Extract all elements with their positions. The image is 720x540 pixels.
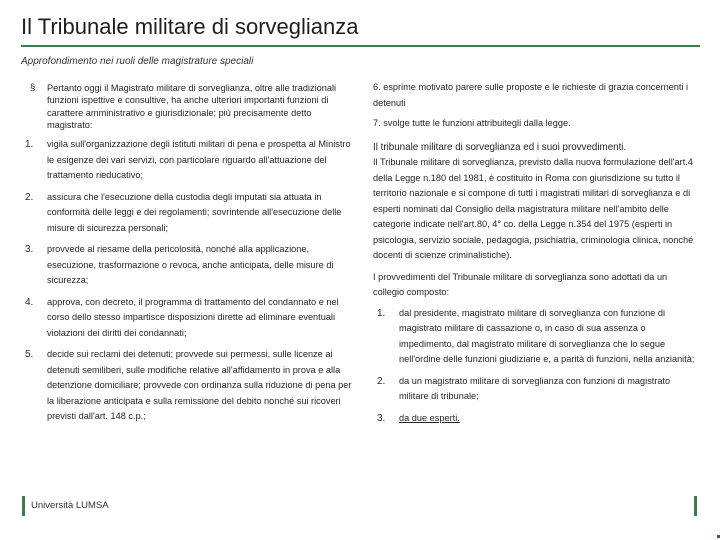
item-marker: 5. — [25, 349, 34, 361]
item-text: da due esperti. — [399, 412, 460, 423]
item-marker: 2. — [25, 191, 34, 203]
item-7-text: 7. svolge tutte le funzioni attribuitegli dalla legge. — [373, 118, 571, 128]
footer-accent-bar — [694, 496, 697, 516]
right-column — [373, 80, 700, 426]
item-marker: 3. — [377, 412, 386, 424]
item-text: provvede al riesame della pericolosità, nonché alla applicazione, esecuzione, trasformazione o revoca, anche anticipata, delle misure di sicurezza; — [47, 244, 334, 286]
item-6-text: 6. esprime motivato parere sulle proposte e le richieste di grazia concernenti i detenuti — [373, 82, 689, 108]
item-marker: 1. — [377, 307, 386, 319]
list-item — [21, 347, 356, 425]
section-heading: Il tribunale militare di sorveglianza ed i suoi provvedimenti. — [373, 141, 627, 153]
item-marker: 3. — [25, 244, 34, 256]
list-item — [21, 295, 356, 342]
footer-label: Università LUMSA — [22, 496, 109, 516]
item-marker: 1. — [25, 139, 34, 151]
list-item — [373, 374, 700, 405]
paragraph: Il Tribunale militare di sorveglianza, previsto dalla nuova formulazione dell'art.4 della Legge n.180 del 1981, è costituito in Roma con giurisdizione su tutto il territorio nazionale e si compone di tutti i magistrati militari di sorveglianza e di esperti nominati dal Consiglio della magistratura militare nell'ambito delle categorie indicate nell'art.80, 4° co. della Legge n.354 del 1975 (esperti in psicologia, servizio sociale, pedagogia, psichiatria, criminologia clinica, nonché docenti di scienze criminalistiche). — [373, 157, 694, 260]
left-column — [21, 80, 356, 425]
intro-text: Pertanto oggi il Magistrato militare di sorveglianza, oltre alle tradizionali funzioni ispettive e consultive, ha anche ulteriori importanti funzioni di carattere amministrativo e giurisdizionale; più precisamente detto magistrato: — [47, 83, 337, 130]
bullet-marker: § — [30, 82, 36, 93]
item-text: da un magistrato militare di sorveglianza con funzioni di magistrato militare di tribunale; — [399, 375, 671, 401]
item-marker: 4. — [25, 296, 34, 308]
list-item — [21, 190, 356, 237]
item-text: assicura che l'esecuzione della custodia degli imputati sia attuata in conformità delle leggi e dei regolamenti; sovrintende all'esecuzione delle misure di sicurezza personali; — [47, 191, 342, 233]
item-marker: 2. — [377, 375, 386, 387]
page-title: Il Tribunale militare di sorveglianza — [21, 14, 359, 39]
title-rule — [21, 45, 700, 47]
list-item — [21, 242, 356, 289]
item-text: decide sui reclami dei detenuti; provvede sui permessi, sulle licenze ai detenuti semiliberi, sulle modifiche relative all'affidamento in prova e alla detenzione domiciliare; provvede con ordinanza sulla riduzione di pena per la liberazione anticipata e sulla remissione del debito nonché sui ricoveri previsti dall'art. 148 c.p.; — [47, 349, 352, 422]
list-item — [373, 411, 700, 427]
item-text: dal presidente, magistrato militare di sorveglianza con funzione di magistrato militare di cassazione o, in caso di sua assenza o impedimento, dal magistrato militare di sorveglianza che lo segue nell'ordine delle funzioni giudiziarie e, a parità di funzioni, nella anzianità; — [399, 307, 695, 364]
paragraph: I provvedimenti del Tribunale militare di sorveglianza sono adottati da un collegio composto: — [373, 271, 668, 297]
list-item — [21, 137, 356, 184]
item-text: approva, con decreto, il programma di trattamento del condannato e nel corso dello stesso impartisce disposizioni dirette ad eliminare eventuali violazioni dei diritti dei condannati; — [47, 296, 339, 338]
intro-paragraph — [21, 80, 356, 131]
item-text: vigila sull'organizzazione degli istituti militari di pena e prospetta al Ministro le esigenze dei vari servizi, con particolare riguardo all'attuazione del trattamento rieducativo; — [47, 139, 351, 181]
list-item — [373, 306, 700, 368]
page-subtitle: Approfondimento nei ruoli delle magistrature speciali — [21, 56, 254, 67]
